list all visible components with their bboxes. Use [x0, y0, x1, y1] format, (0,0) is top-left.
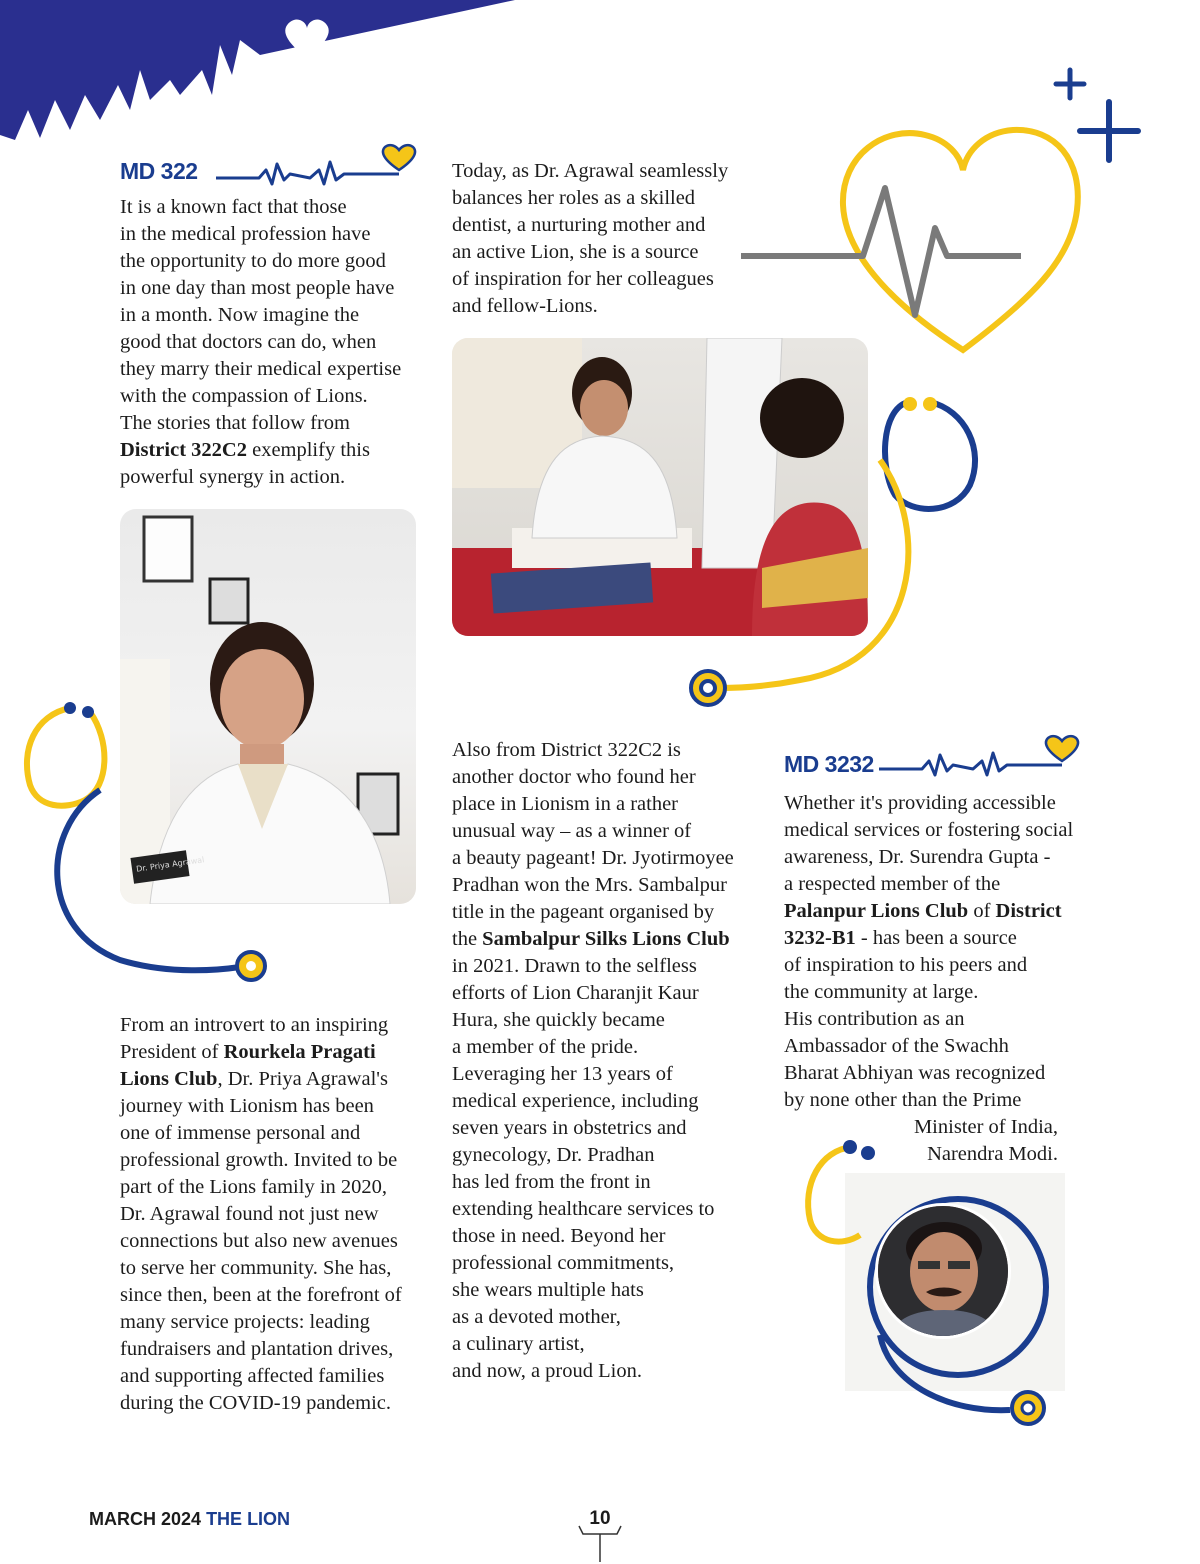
footer-magazine: THE LION	[206, 1509, 291, 1529]
story-line	[452, 926, 762, 953]
story-line: From an introvert to an inspiring	[120, 1014, 389, 1036]
pradhan-story	[452, 737, 762, 1385]
story-line: Whether it's providing accessible	[784, 792, 1056, 814]
today-line: an active Lion, she is a source	[452, 241, 699, 263]
story-line: place in Lionism in a rather	[452, 793, 678, 815]
portrait-illustration	[878, 1206, 1008, 1336]
story-line: and supporting affected families	[120, 1365, 385, 1387]
story-line: extending healthcare services to	[452, 1198, 715, 1220]
story-text: , Dr. Priya Agrawal's	[217, 1068, 388, 1090]
club-name: Rourkela Pragati	[223, 1041, 376, 1063]
story-line: to serve her community. She has,	[120, 1257, 392, 1279]
story-line	[784, 898, 1084, 925]
story-line: journey with Lionism has been	[120, 1095, 374, 1117]
footer-month: MARCH 2024	[89, 1509, 202, 1529]
story-line: a beauty pageant! Dr. Jyotirmoyee	[452, 847, 734, 869]
page-number-bracket	[577, 1524, 623, 1564]
club-name: Lions Club	[120, 1068, 218, 1090]
today-line: and fellow-Lions.	[452, 295, 598, 317]
story-line: Narendra Modi.	[927, 1143, 1058, 1165]
photo-clinic-consultation	[452, 338, 868, 636]
story-line: part of the Lions family in 2020,	[120, 1176, 388, 1198]
portrait-illustration	[120, 509, 416, 904]
story-line: Pradhan won the Mrs. Sambalpur	[452, 874, 727, 896]
story-line: another doctor who found her	[452, 766, 696, 788]
story-text: - has been a source	[855, 927, 1017, 949]
story-line: of inspiration to his peers and	[784, 954, 1028, 976]
story-line: Bharat Abhiyan was recognized	[784, 1062, 1046, 1084]
name-badge: Dr. Priya Agrawal	[135, 855, 205, 874]
story-line: Dr. Agrawal found not just new	[120, 1203, 379, 1225]
heart-icon	[1046, 736, 1078, 761]
story-line: Ambassador of the Swachh	[784, 1035, 1009, 1057]
story-line: one of immense personal and	[120, 1122, 361, 1144]
story-text: the	[452, 928, 483, 950]
photo-dr-priya-agrawal	[120, 509, 416, 904]
today-line: balances her roles as a skilled	[452, 187, 696, 209]
intro-line: in a month. Now imagine the	[120, 304, 360, 326]
story-line: she wears multiple hats	[452, 1279, 644, 1301]
district-name: District 322C2	[120, 439, 247, 461]
story-line: and now, a proud Lion.	[452, 1360, 642, 1382]
story-line: as a devoted mother,	[452, 1306, 621, 1328]
story-line: efforts of Lion Charanjit Kaur	[452, 982, 699, 1004]
story-line: the community at large.	[784, 981, 979, 1003]
intro-line: the opportunity to do more good	[120, 250, 386, 272]
top-banner-graphic	[0, 0, 520, 150]
story-line: by none other than the Prime	[784, 1089, 1022, 1111]
intro-line: powerful synergy in action.	[120, 466, 346, 488]
intro-tail: exemplify this	[246, 439, 370, 461]
section-heading-md3232: MD 3232	[784, 751, 874, 777]
story-line: those in need. Beyond her	[452, 1225, 666, 1247]
story-line	[120, 1066, 440, 1093]
heartbeat-line-icon	[741, 188, 1021, 315]
story-line: a member of the pride.	[452, 1036, 639, 1058]
story-line: connections but also new avenues	[120, 1230, 398, 1252]
heartbeat-line-icon	[877, 731, 1082, 781]
story-line: title in the pageant organised by	[452, 901, 715, 923]
story-line: Minister of India,	[913, 1116, 1058, 1138]
story-line: medical experience, including	[452, 1090, 699, 1112]
story-line: Hura, she quickly became	[452, 1009, 665, 1031]
story-text: President of	[120, 1041, 224, 1063]
intro-line: good that doctors can do, when	[120, 331, 377, 353]
story-line: many service projects: leading	[120, 1311, 370, 1333]
story-line: since then, been at the forefront of	[120, 1284, 402, 1306]
story-line: a respected member of the	[784, 873, 1001, 895]
intro-paragraph	[120, 194, 440, 491]
today-line: Today, as Dr. Agrawal seamlessly	[452, 160, 729, 182]
story-line	[784, 925, 1084, 952]
page-number: 10	[589, 1508, 611, 1529]
story-line: in 2021. Drawn to the selfless	[452, 955, 697, 977]
agrawal-story	[120, 1012, 440, 1417]
story-line: professional commitments,	[452, 1252, 675, 1274]
story-line: medical services or fostering social	[784, 819, 1074, 841]
story-line: has led from the front in	[452, 1171, 651, 1193]
intro-line: in one day than most people have	[120, 277, 395, 299]
section-heading-md322: MD 322	[120, 158, 198, 184]
story-line: a culinary artist,	[452, 1333, 585, 1355]
agrawal-today-paragraph	[452, 158, 752, 320]
gupta-story	[784, 790, 1084, 1168]
club-name: Palanpur Lions Club	[784, 900, 969, 922]
story-line: gynecology, Dr. Pradhan	[452, 1144, 655, 1166]
portrait-dr-surendra-gupta	[875, 1203, 1011, 1339]
district-name: District	[995, 900, 1062, 922]
large-heart-icon	[735, 110, 1095, 360]
story-line: His contribution as an	[784, 1008, 965, 1030]
story-line: during the COVID-19 pandemic.	[120, 1392, 391, 1414]
story-line: Leveraging her 13 years of	[452, 1063, 673, 1085]
story-line: fundraisers and plantation drives,	[120, 1338, 394, 1360]
story-line: professional growth. Invited to be	[120, 1149, 398, 1171]
story-line: awareness, Dr. Surendra Gupta -	[784, 846, 1051, 868]
intro-line: in the medical profession have	[120, 223, 371, 245]
heartbeat-line-icon	[214, 140, 419, 190]
intro-line: they marry their medical expertise	[120, 358, 402, 380]
story-text: of	[968, 900, 996, 922]
today-line: of inspiration for her colleagues	[452, 268, 714, 290]
story-line: Also from District 322C2 is	[452, 739, 681, 761]
footer-issue	[89, 1509, 290, 1530]
story-line: unusual way – as a winner of	[452, 820, 692, 842]
intro-line: It is a known fact that those	[120, 196, 347, 218]
district-name: 3232-B1	[784, 927, 856, 949]
story-line: seven years in obstetrics and	[452, 1117, 687, 1139]
story-line	[120, 1039, 440, 1066]
heart-icon	[383, 145, 415, 170]
intro-line: The stories that follow from	[120, 412, 351, 434]
clinic-illustration	[452, 338, 868, 636]
club-name: Sambalpur Silks Lions Club	[482, 928, 730, 950]
today-line: dentist, a nurturing mother and	[452, 214, 706, 236]
intro-line: with the compassion of Lions.	[120, 385, 368, 407]
intro-line	[120, 437, 440, 464]
